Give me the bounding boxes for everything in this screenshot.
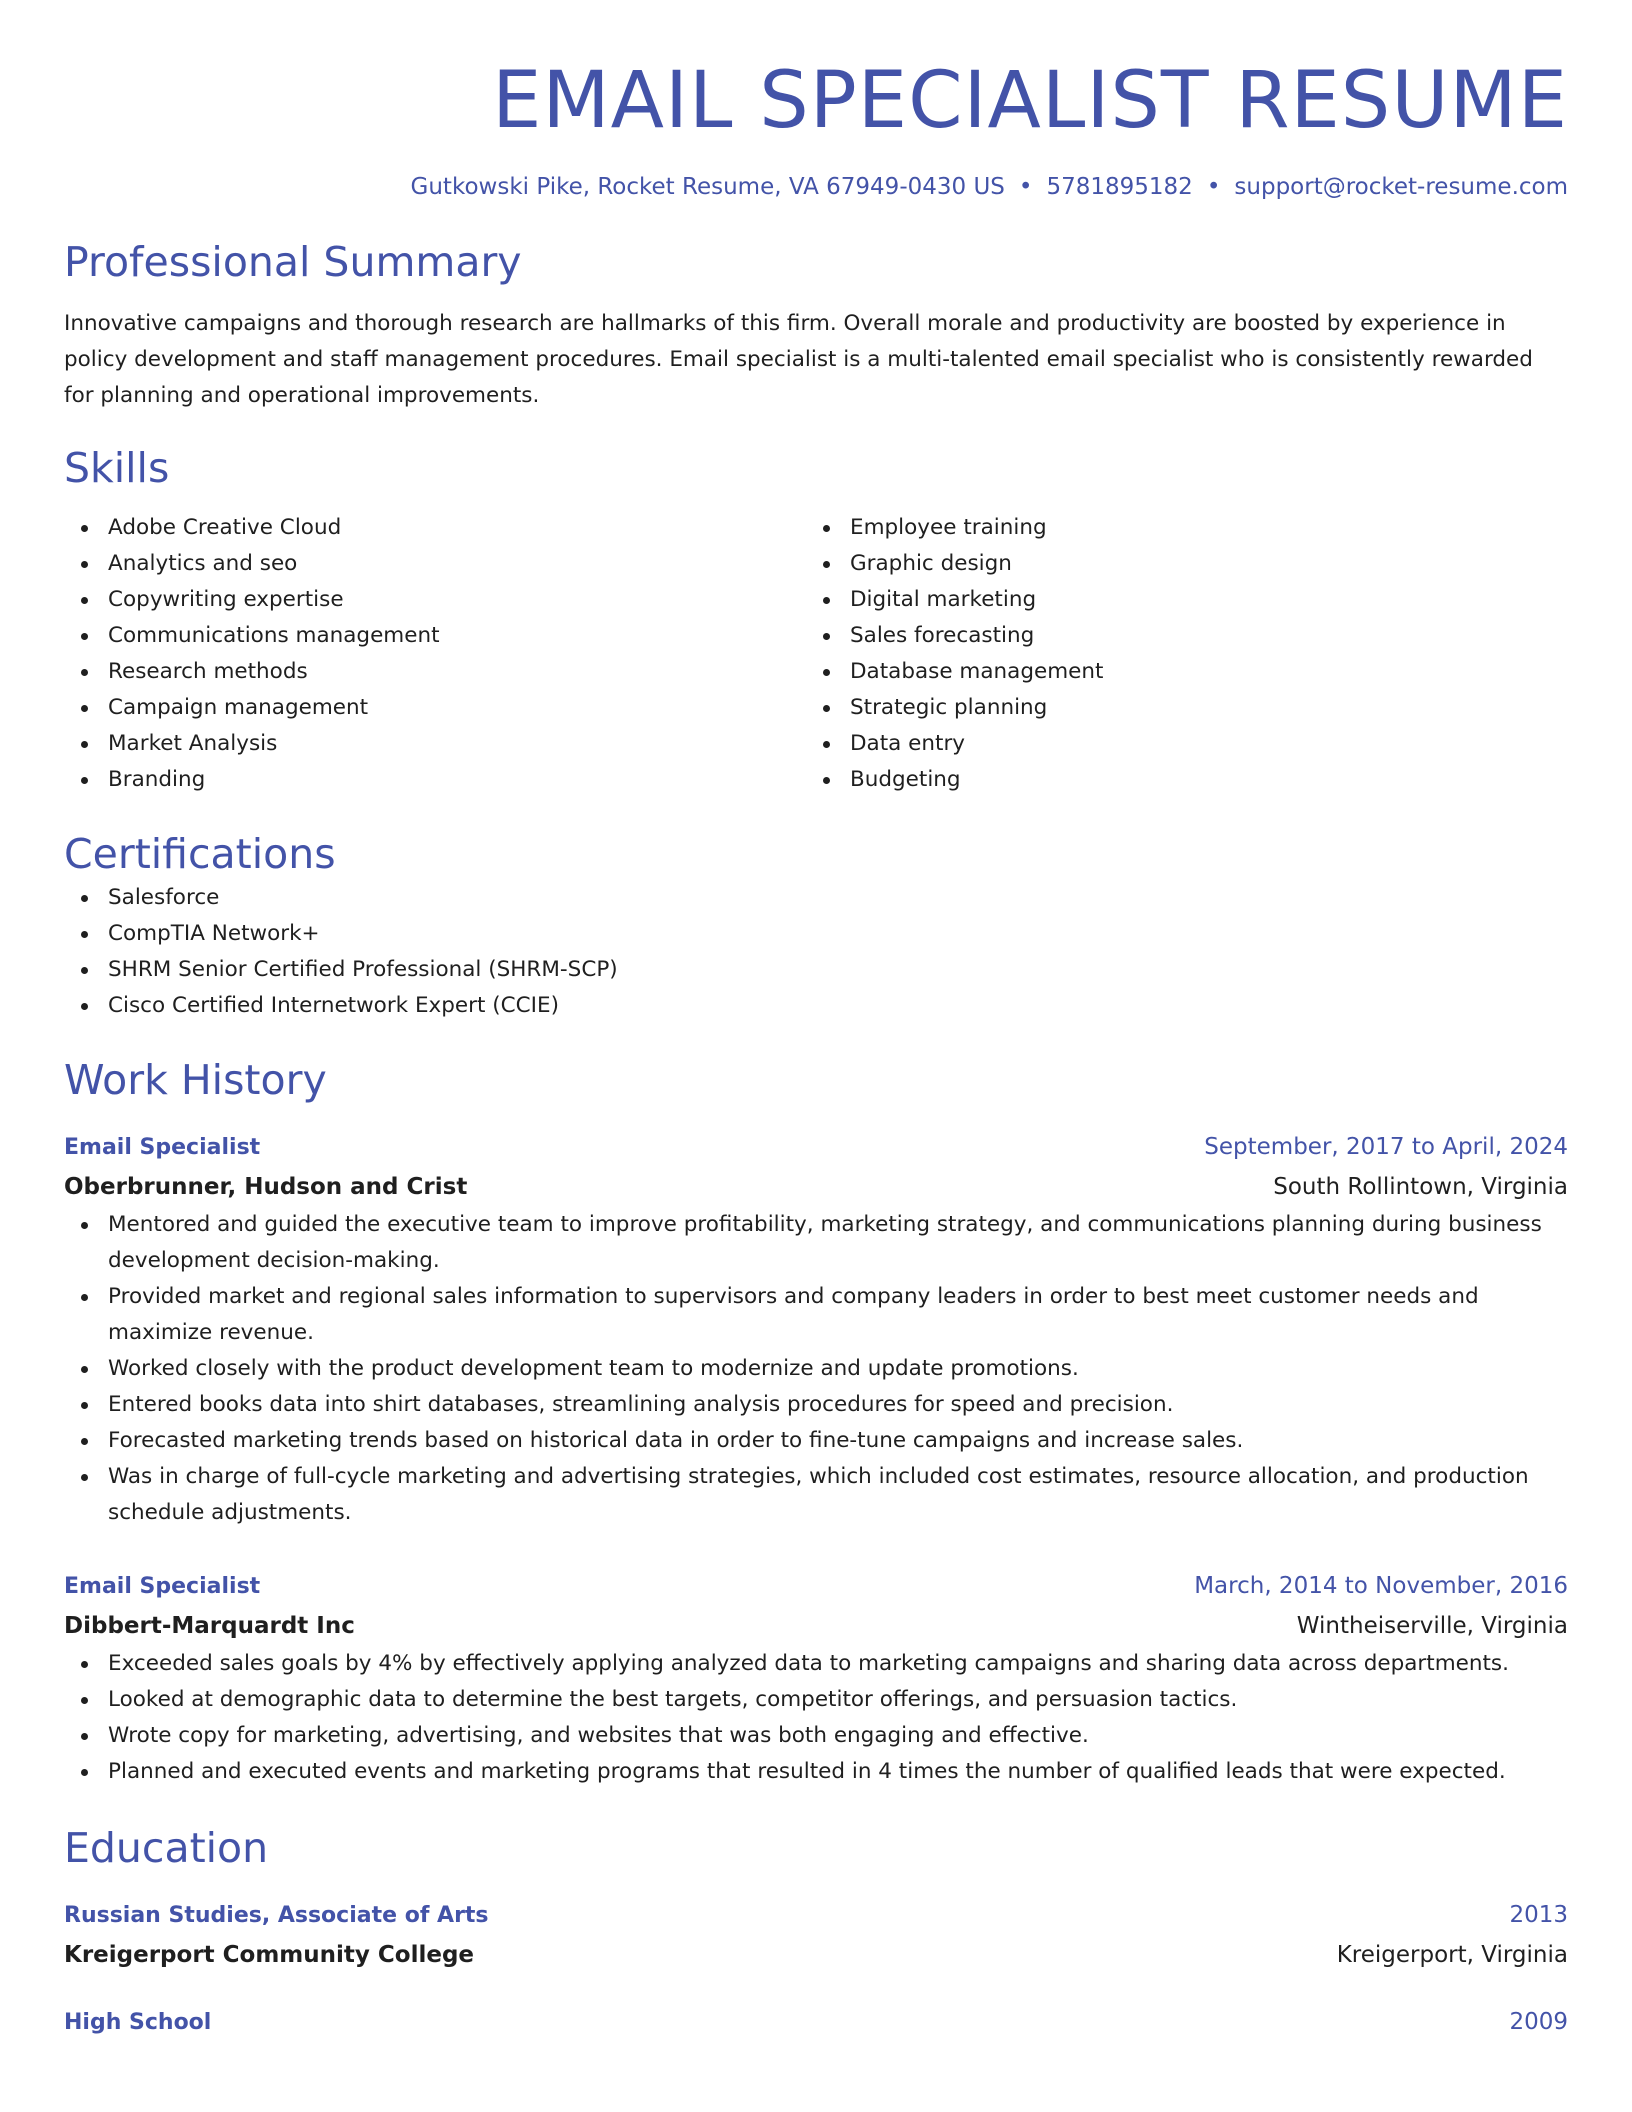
education-year: 2013 [1509,1902,1568,1928]
contact-email: support@rocket-resume.com [1234,174,1568,200]
education-degree: High School [64,2010,212,2035]
certification-item: SHRM Senior Certified Professional (SHRM-SCP) [64,952,1568,988]
section-title-education: Education [64,1824,269,1872]
job-bullet: Exceeded sales goals by 4% by effectively applying analyzed data to marketing campaigns and sharing data across departments. [64,1646,1568,1682]
skill-item: Strategic planning [806,690,1548,726]
skill-item: Communications management [64,618,806,654]
section-title-work-history: Work History [64,1056,327,1104]
job-bullets [64,1207,1568,1531]
skill-item: Analytics and seo [64,546,806,582]
job-title: Email Specialist [64,1574,261,1599]
certifications-section [64,828,1568,1024]
section-title-summary: Professional Summary [64,238,522,286]
job-title-row [64,1128,1568,1167]
resume-name: EMAIL SPECIALIST RESUME [492,56,1568,146]
skills-column-left [64,510,806,798]
job-location: South Rollintown, Virginia [1273,1174,1568,1200]
job-title-row [64,1567,1568,1606]
job-dates: March, 2014 to November, 2016 [1194,1573,1568,1599]
job-entry [64,1567,1568,1790]
skill-item: Digital marketing [806,582,1548,618]
contact-phone: 5781895182 [1046,174,1193,200]
job-bullet: Was in charge of full-cycle marketing and advertising strategies, which included cost estimates, resource allocation, and production schedule adjustments. [64,1459,1568,1531]
summary-text: Innovative campaigns and thorough research are hallmarks of this firm. Overall morale and productivity are boosted by experience in policy development and staff management procedures. Email specialist is a multi-talented email specialist who is consistently rewarded for planning and operational improvements. [64,311,1533,408]
contact-separator: • [1018,174,1033,200]
job-location: Wintheiserville, Virginia [1296,1613,1568,1639]
work-history-section [64,1054,1568,1790]
section-title-skills: Skills [64,444,170,492]
skills-section [64,442,1568,798]
skill-item: Sales forecasting [806,618,1548,654]
skill-item: Database management [806,654,1548,690]
education-entry [64,1896,1568,1975]
skill-item: Employee training [806,510,1548,546]
job-bullets [64,1646,1568,1790]
certification-item: Salesforce [64,880,1568,916]
skill-item: Branding [64,762,806,798]
job-title: Email Specialist [64,1135,261,1160]
education-school-row [64,1935,1568,1975]
contact-line [64,172,1568,202]
contact-address: Gutkowski Pike, Rocket Resume, VA 67949-0430 US [410,174,1005,200]
job-bullet: Planned and executed events and marketing programs that resulted in 4 times the number of qualified leads that were expected. [64,1754,1568,1790]
job-dates: September, 2017 to April, 2024 [1204,1134,1568,1160]
skill-item: Market Analysis [64,726,806,762]
skill-item: Adobe Creative Cloud [64,510,806,546]
professional-summary-section [64,236,1568,414]
job-company: Oberbrunner, Hudson and Crist [64,1174,468,1200]
certification-item: Cisco Certified Internetwork Expert (CCIE) [64,988,1568,1024]
job-company-row [64,1606,1568,1646]
job-bullet: Entered books data into shirt databases, streamlining analysis procedures for speed and precision. [64,1387,1568,1423]
skill-item: Budgeting [806,762,1548,798]
skills-list-right [806,510,1548,798]
job-bullet: Wrote copy for marketing, advertising, and websites that was both engaging and effective. [64,1718,1568,1754]
contact-separator: • [1206,174,1221,200]
job-bullet: Worked closely with the product development team to modernize and update promotions. [64,1351,1568,1387]
job-company: Dibbert-Marquardt Inc [64,1613,355,1639]
skills-list-left [64,510,806,798]
section-title-certifications: Certifications [64,830,336,878]
job-entry [64,1128,1568,1531]
resume-header [64,0,1568,202]
certifications-list [64,880,1568,1024]
skills-column-right [806,510,1548,798]
skill-item: Campaign management [64,690,806,726]
skill-item: Graphic design [806,546,1548,582]
job-bullet: Looked at demographic data to determine the best targets, competitor offerings, and persuasion tactics. [64,1682,1568,1718]
certification-item: CompTIA Network+ [64,916,1568,952]
education-section [64,1822,1568,2042]
education-degree-row [64,2003,1568,2042]
job-bullet: Mentored and guided the executive team to improve profitability, marketing strategy, and communications planning during business development decision-making. [64,1207,1568,1279]
education-degree-row [64,1896,1568,1935]
education-entry [64,2003,1568,2042]
education-year: 2009 [1509,2009,1568,2035]
skills-grid [64,510,1568,798]
skill-item: Data entry [806,726,1548,762]
education-school: Kreigerport Community College [64,1942,475,1968]
job-company-row [64,1167,1568,1207]
job-bullet: Provided market and regional sales information to supervisors and company leaders in order to best meet customer needs and maximize revenue. [64,1279,1568,1351]
job-bullet: Forecasted marketing trends based on historical data in order to fine-tune campaigns and increase sales. [64,1423,1568,1459]
education-degree: Russian Studies, Associate of Arts [64,1903,489,1928]
skill-item: Copywriting expertise [64,582,806,618]
skill-item: Research methods [64,654,806,690]
education-location: Kreigerport, Virginia [1336,1942,1568,1968]
